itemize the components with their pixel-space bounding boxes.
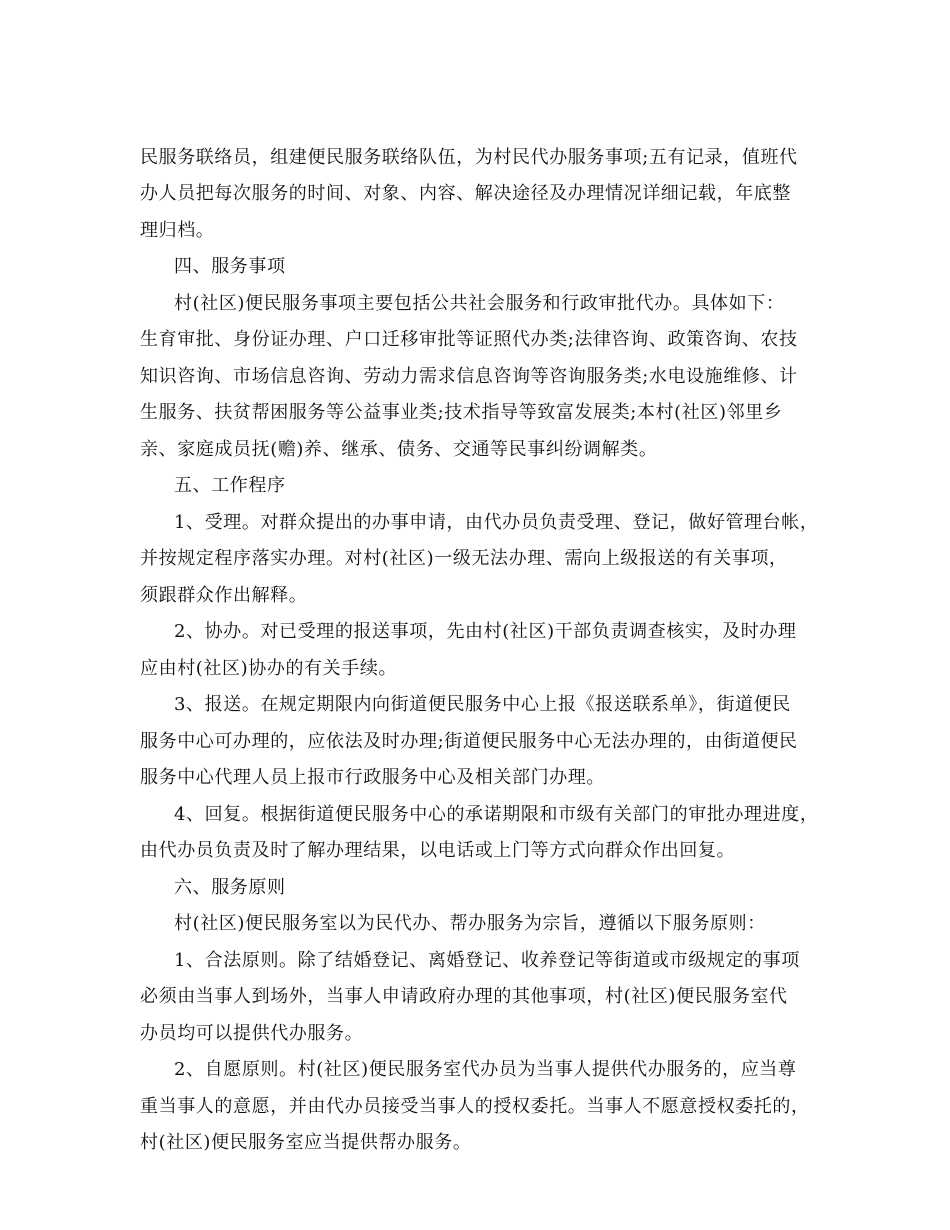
body-text-line: 办人员把每次服务的时间、对象、内容、解决途径及办理情况详细记载，年底整 bbox=[140, 183, 791, 204]
paragraph-first-line: 2、自愿原则。村(社区)便民服务室代办员为当事人提供代办服务的，应当尊 bbox=[174, 1059, 797, 1080]
body-text-line: 知识咨询、市场信息咨询、劳动力需求信息咨询等咨询服务类;水电设施维修、计 bbox=[140, 366, 798, 387]
body-text-line: 服务中心代理人员上报市行政服务中心及相关部门办理。 bbox=[140, 767, 605, 788]
body-text-line: 重当事人的意愿，并由代办员接受当事人的授权委托。当事人不愿意授权委托的， bbox=[140, 1096, 810, 1117]
body-text-line: 办员均可以提供代办服务。 bbox=[140, 1023, 364, 1044]
body-text-line: 由代办员负责及时了解办理结果，以电话或上门等方式向群众作出回复。 bbox=[140, 840, 736, 861]
body-text-line: 民服务联络员，组建便民服务联络队伍，为村民代办服务事项;五有记录，值班代 bbox=[140, 147, 798, 168]
section-heading-services: 四、服务事项 bbox=[174, 256, 286, 277]
paragraph-first-line: 4、回复。根据街道便民服务中心的承诺期限和市级有关部门的审批办理进度， bbox=[174, 804, 819, 825]
section-heading-principles: 六、服务原则 bbox=[174, 877, 286, 898]
body-text-line: 服务中心可办理的，应依法及时办理;街道便民服务中心无法办理的，由街道便民 bbox=[140, 731, 798, 752]
body-text-line: 亲、家庭成员抚(赡)养、继承、债务、交通等民事纠纷调解类。 bbox=[140, 439, 658, 460]
paragraph-first-line: 2、协办。对已受理的报送事项，先由村(社区)干部负责调查核实，及时办理 bbox=[174, 621, 797, 642]
body-text-line: 生育审批、身份证办理、户口迁移审批等证照代办类;法律咨询、政策咨询、农技 bbox=[140, 329, 798, 350]
paragraph-first-line: 1、受理。对群众提出的办事申请，由代办员负责受理、登记，做好管理台帐， bbox=[174, 512, 819, 533]
body-text-line: 必须由当事人到场外，当事人申请政府办理的其他事项，村(社区)便民服务室代 bbox=[140, 986, 788, 1007]
paragraph-first-line: 1、合法原则。除了结婚登记、离婚登记、收养登记等街道或市级规定的事项 bbox=[174, 950, 800, 971]
body-text-line: 生服务、扶贫帮困服务等公益事业类;技术指导等致富发展类;本村(社区)邻里乡 bbox=[140, 402, 783, 423]
body-text-line: 村(社区)便民服务室应当提供帮办服务。 bbox=[140, 1132, 472, 1153]
paragraph-first-line: 3、报送。在规定期限内向街道便民服务中心上报《报送联系单》，街道便民 bbox=[174, 694, 791, 715]
body-text-line: 应由村(社区)协办的有关手续。 bbox=[140, 658, 398, 679]
body-text-line: 理归档。 bbox=[140, 220, 215, 241]
paragraph-first-line: 村(社区)便民服务事项主要包括公共社会服务和行政审批代办。具体如下： bbox=[174, 293, 785, 314]
paragraph-first-line: 村(社区)便民服务室以为民代办、帮办服务为宗旨，遵循以下服务原则： bbox=[174, 913, 766, 934]
section-heading-procedure: 五、工作程序 bbox=[174, 475, 286, 496]
body-text-line: 须跟群众作出解释。 bbox=[140, 585, 308, 606]
body-text-line: 并按规定程序落实办理。对村(社区)一级无法办理、需向上级报送的有关事项， bbox=[140, 548, 788, 569]
